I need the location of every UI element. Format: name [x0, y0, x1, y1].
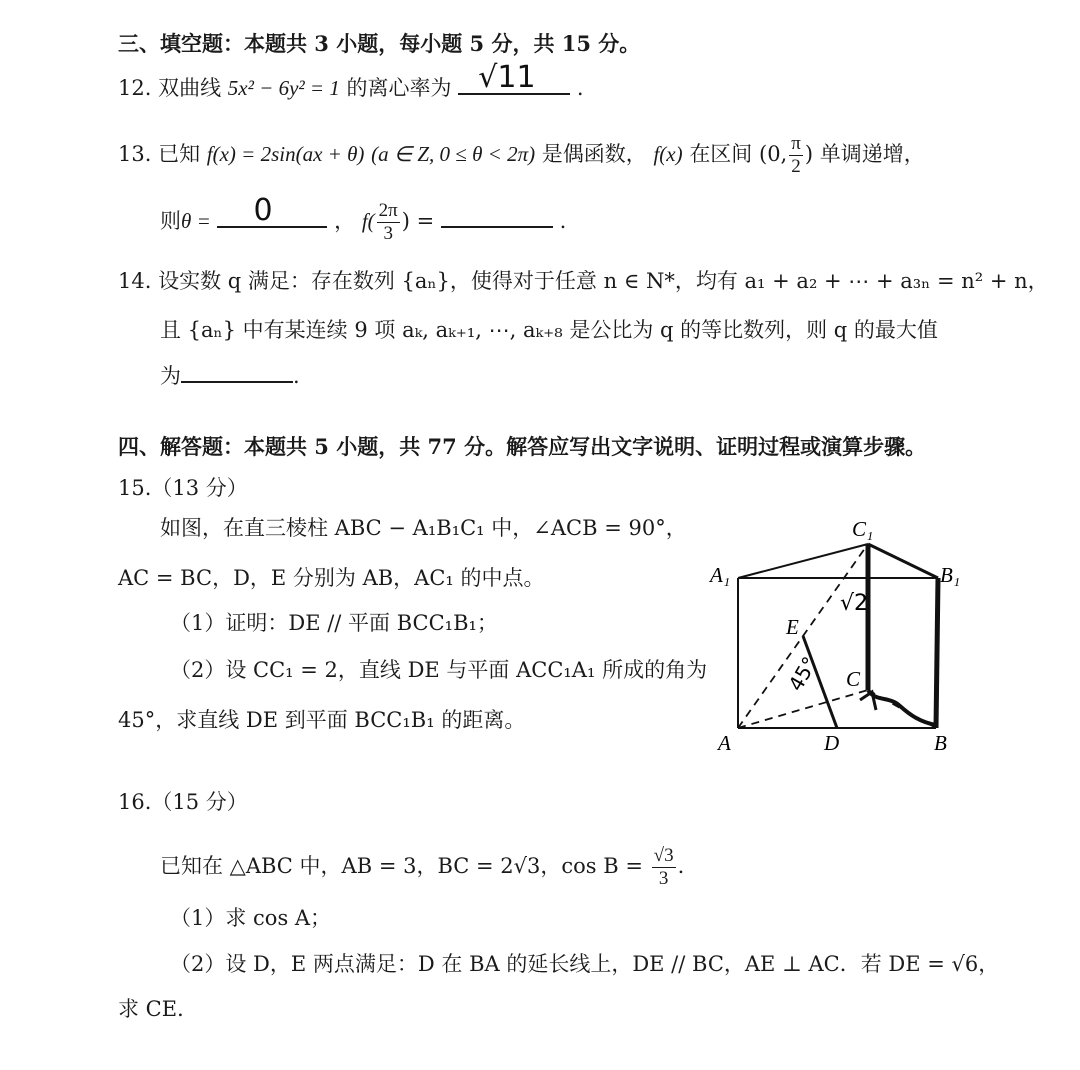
handwritten-mark: √2 — [840, 591, 869, 616]
question-14-line3 — [160, 361, 300, 390]
question-14-line2 — [160, 316, 938, 344]
edge-a1-c1 — [738, 544, 868, 578]
q12-text-after: 的离心率为 — [346, 76, 452, 100]
q16-part1: （1）求 cos A； — [170, 906, 332, 930]
q13-interval-den: 2 — [791, 156, 801, 177]
q13-interval-num: π — [791, 133, 801, 154]
q16-cos-num: √3 — [653, 845, 674, 866]
q13-handwritten-theta: 0 — [253, 193, 273, 228]
q13-f-close: ) = — [401, 209, 435, 233]
q16-line1-a: 已知在 △ABC 中，AB = 3，BC = 2√3，cos B = — [160, 854, 643, 878]
q13-theta-blank — [217, 193, 327, 228]
handwritten-scribble-2 — [860, 692, 876, 710]
question-12 — [118, 60, 584, 102]
q16-part2: （2）设 D，E 两点满足：D 在 BA 的延长线上，DE // BC，AE ⊥ AC．若 DE = √6， — [170, 952, 1000, 976]
q13-text-c: 在区间 — [689, 142, 753, 166]
question-13-line1 — [118, 133, 925, 178]
q13-f-num: 2π — [378, 200, 398, 221]
prism-figure — [700, 510, 980, 770]
label-b1: B₁ — [940, 563, 961, 587]
q15-line1: 如图，在直三棱柱 ABC − A₁B₁C₁ 中，∠ACB = 90°， — [160, 516, 687, 540]
q12-number: 12. — [118, 76, 152, 100]
q13-text-d: 单调递增， — [819, 142, 925, 166]
q14-end: . — [293, 364, 300, 388]
q14-answer-blank — [181, 361, 293, 383]
q13-line2-a: 则 — [160, 209, 181, 233]
label-b: B — [934, 731, 947, 755]
label-a: A — [718, 731, 731, 755]
edge-a-c-dashed — [738, 690, 868, 728]
question-13-line2 — [160, 193, 567, 245]
q13-theta-eq: θ = — [181, 209, 211, 233]
q13-f-open: f( — [361, 209, 375, 233]
q13-text-a: 已知 — [158, 142, 201, 166]
q15-part2: （2）设 CC₁ = 2，直线 DE 与平面 ACC₁A₁ 所成的角为 — [170, 658, 708, 682]
q13-f-blank — [441, 206, 553, 228]
q13-comma: ， — [334, 209, 356, 233]
q16-header: 16.（15 分） — [118, 790, 248, 814]
q13-f-den: 3 — [383, 223, 393, 244]
label-c: C — [846, 667, 861, 691]
q12-answer-blank — [458, 60, 570, 95]
q13-end: . — [559, 209, 567, 233]
q12-text-before: 双曲线 — [158, 76, 222, 100]
q13-interval-open: (0, — [759, 142, 788, 166]
q14-line3-a: 为 — [160, 364, 181, 388]
q14-line1: 设实数 q 满足：存在数列 {aₙ}，使得对于任意 n ∈ N*，均有 a₁ + a₂ + ⋯ + a₃ₙ = n² + n， — [158, 269, 1049, 293]
q14-line2: 且 {aₙ} 中有某连续 9 项 aₖ, aₖ₊₁, ⋯, aₖ₊₈ 是公比为 q 的等比数列，则 q 的最大值 — [160, 318, 938, 342]
q13-number: 13. — [118, 142, 152, 166]
q15-part1: （1）证明：DE // 平面 BCC₁B₁； — [170, 611, 498, 635]
q13-f-fraction — [377, 200, 400, 245]
section3-heading: 三、填空题：本题共 3 小题，每小题 5 分，共 15 分。 — [118, 31, 641, 56]
q12-handwritten-answer: √11 — [478, 60, 536, 95]
q13-interval-close: ) — [804, 142, 814, 166]
edge-c1-b1 — [868, 544, 938, 578]
q15-header: 15.（13 分） — [118, 476, 248, 500]
q13-interval-fraction — [789, 133, 803, 178]
q16-part2b: 求 CE． — [118, 997, 199, 1021]
q16-line1 — [160, 845, 684, 890]
q16-line1-end: . — [677, 854, 685, 878]
q13-fx: f(x) — [653, 142, 683, 166]
q15-part2b: 45°，求直线 DE 到平面 BCC₁B₁ 的距离。 — [118, 708, 526, 732]
q13-func: f(x) = 2sin(ax + θ) — [206, 142, 365, 166]
q16-cos-fraction — [652, 845, 676, 890]
q16-cos-den: 3 — [658, 868, 669, 889]
section4-heading: 四、解答题：本题共 5 小题，共 77 分。解答应写出文字说明、证明过程或演算步骤。 — [118, 434, 927, 459]
q12-end: . — [576, 76, 584, 100]
label-e: E — [786, 615, 799, 639]
handwritten-scribble — [868, 690, 936, 725]
q13-cond: (a ∈ Z, 0 ≤ θ < 2π) — [371, 142, 536, 166]
label-a1: A₁ — [710, 563, 731, 587]
label-d: D — [824, 731, 840, 755]
question-14-line1 — [118, 267, 1049, 295]
label-c1: C₁ — [852, 517, 874, 541]
q12-equation: 5x² − 6y² = 1 — [227, 76, 340, 100]
handwritten-angle: 45° — [783, 652, 822, 696]
q15-line2: AC = BC，D，E 分别为 AB，AC₁ 的中点。 — [118, 566, 545, 590]
q14-number: 14. — [118, 269, 152, 293]
edge-b1-b — [936, 578, 938, 728]
q13-text-b: 是偶函数， — [541, 142, 647, 166]
